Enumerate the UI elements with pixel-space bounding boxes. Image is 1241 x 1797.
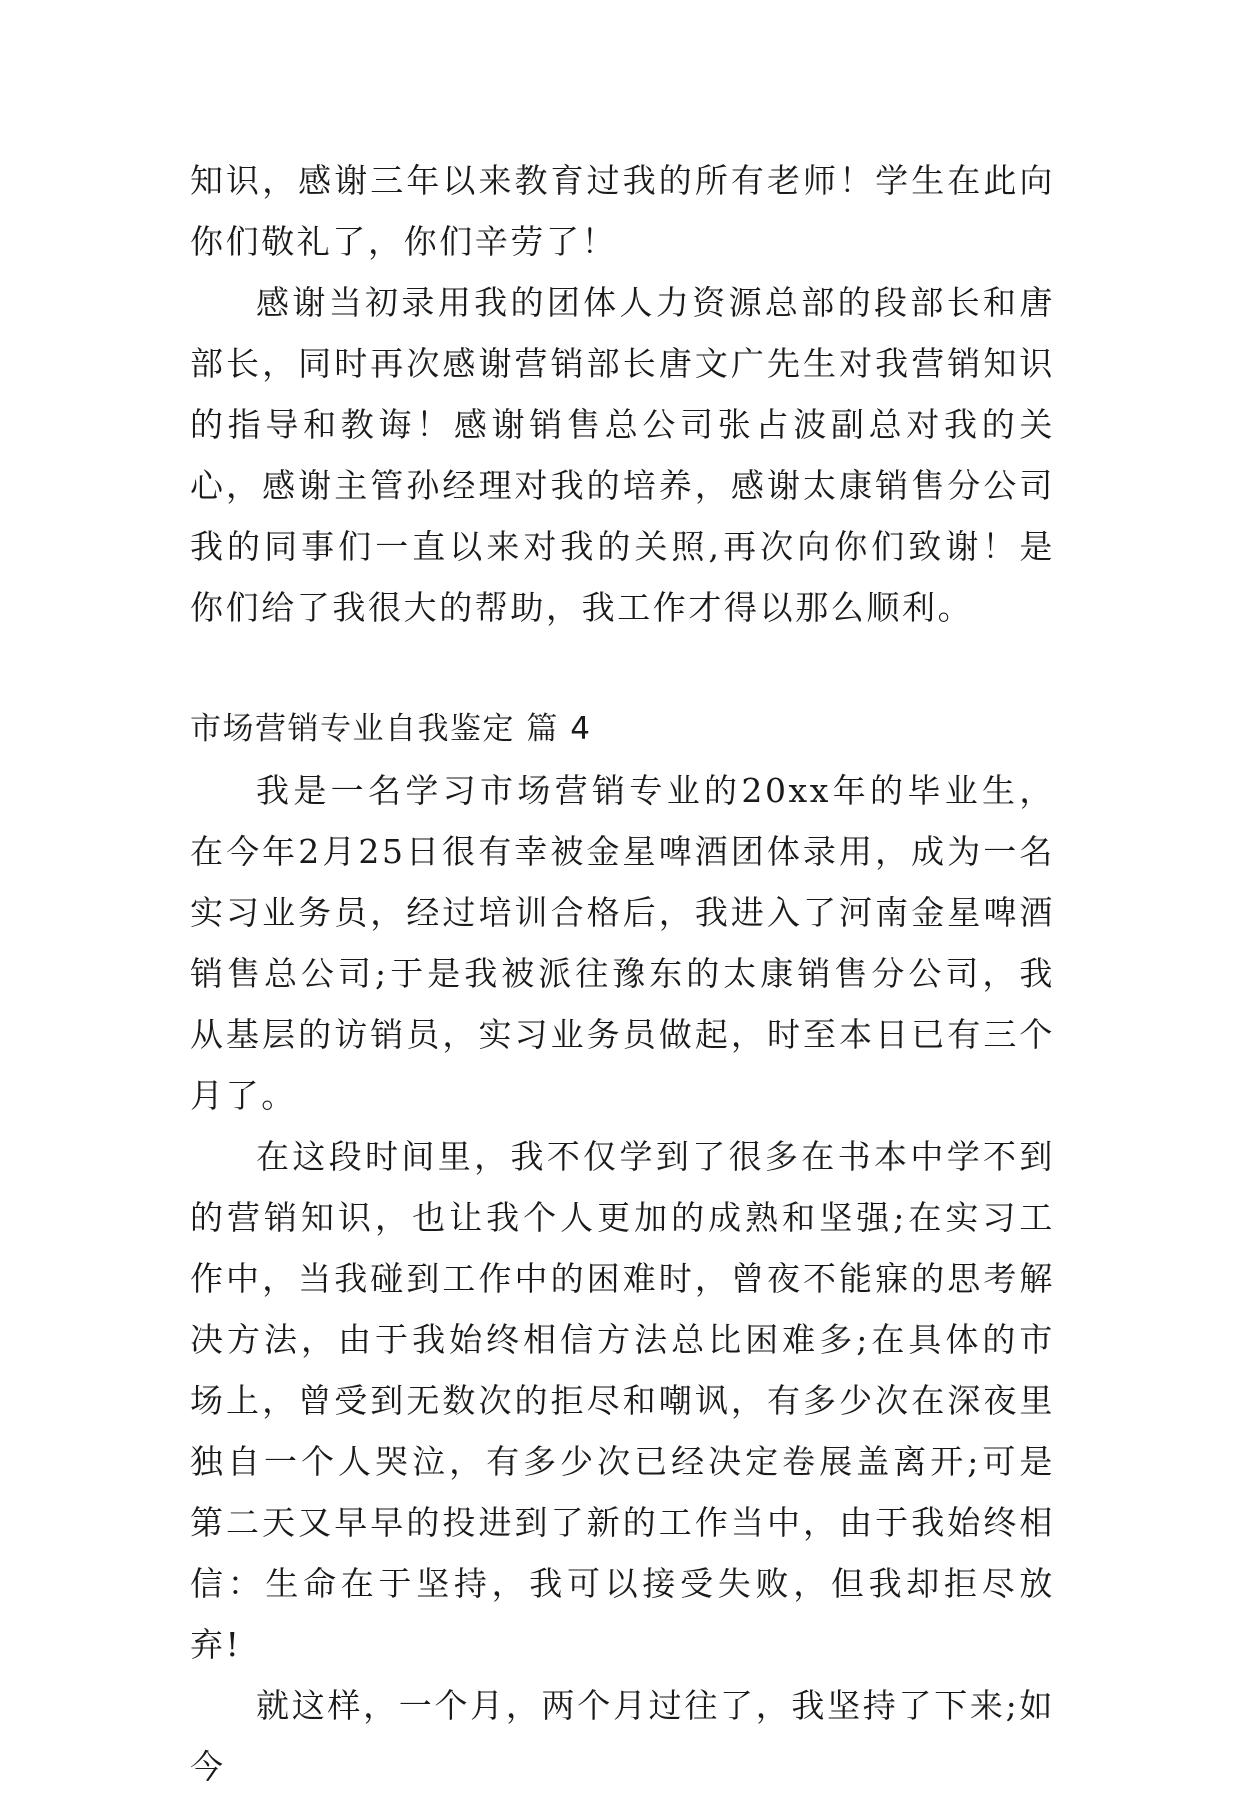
- document-page: [190, 150, 1055, 1797]
- paragraph-experience: 在这段时间里，我不仅学到了很多在书本中学不到的营销知识，也让我个人更加的成熟和坚强;在实习工作中，当我碰到工作中的困难时，曾夜不能寐的思考解决方法，由于我始终相信方法总比困难多;在具体的市场上，曾受到无数次的拒尽和嘲讽，有多少次在深夜里独自一个人哭泣，有多少次已经决定卷展盖离开;可是第二天又早早的投进到了新的工作当中，由于我始终相信：生命在于坚持，我可以接受失败，但我却拒尽放弃!: [190, 1137, 1055, 1664]
- section-title: 市场营销专业自我鉴定 篇 4: [190, 711, 592, 747]
- paragraph-thanks: 感谢当初录用我的团体人力资源总部的段部长和唐部长，同时再次感谢营销部长唐文广先生对我营销知识的指导和教诲！感谢销售总公司张占波副总对我的关心，感谢主管孙经理对我的培养，感谢太康销售分公司我的同事们一直以来对我的关照,再次向你们致谢！是你们给了我很大的帮助，我工作才得以那么顺利。: [190, 283, 1055, 627]
- paragraph-persistence: 就这样，一个月，两个月过往了，我坚持了下来;如今: [190, 1686, 1055, 1786]
- paragraph-intro: 我是一名学习市场营销专业的20xx年的毕业生，在今年2月25日很有幸被金星啤酒团体录用，成为一名实习业务员，经过培训合格后，我进入了河南金星啤酒销售总公司;于是我被派往豫东的太康销售分公司，我从基层的访销员，实习业务员做起，时至本日已有三个月了。: [190, 771, 1055, 1115]
- paragraph-continuation: 知识，感谢三年以来教育过我的所有老师！学生在此向你们敬礼了，你们辛劳了！: [190, 161, 1055, 261]
